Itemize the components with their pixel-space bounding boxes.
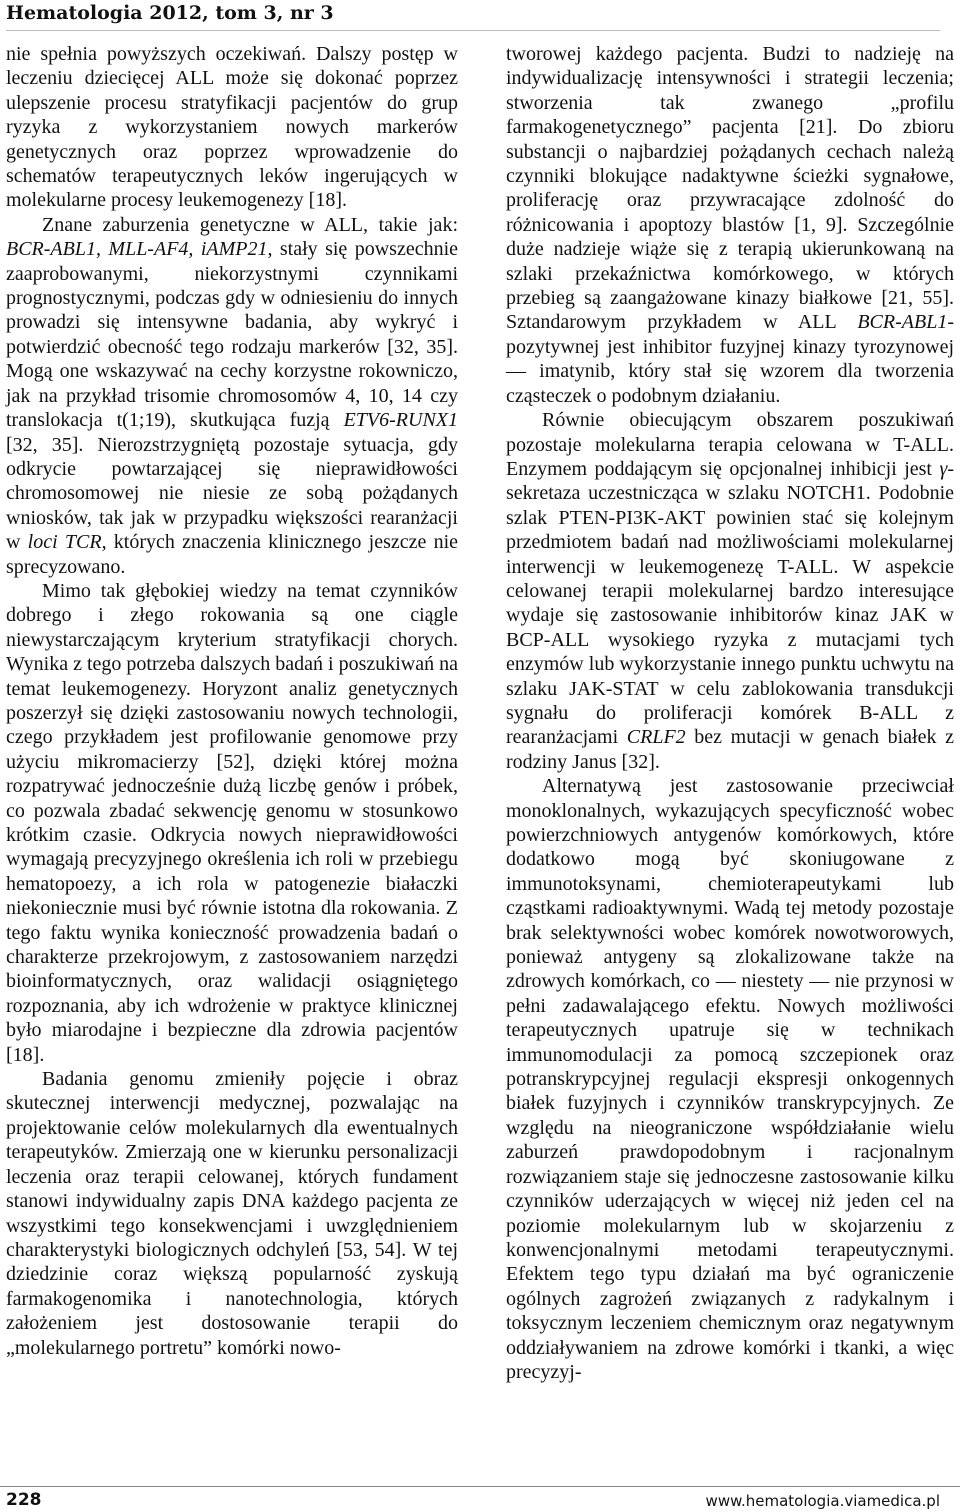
paragraph: Równie obiecującym obszarem poszukiwań pozostaje molekularna terapia celowana w T-ALL. Enzymem poddającym się opcjonalnej inhibicji jest γ-sekretaza uczestnicząca w szlaku NOTCH1. Podobnie szlak PTEN-PI3K-AKT powinien stać się kolejnym przedmiotem badań nad możliwościami molekularnej interwencji w leukemogenezę T-ALL. W aspekcie celowanej terapii molekularnej bardzo interesujące wydaje się zastosowanie inhibitorów kinaz JAK w BCP-ALL wysokiego ryzyka z mutacjami tych enzymów lub wykorzystanie innego punktu uchwytu na szlaku JAK-STAT w celu zablokowania transdukcji sygnału do proliferacji komórek B-ALL z rearanżacjami CRLF2 bez mutacji w genach białek z rodziny Janus [32]. xyxy=(506,409,954,773)
gene-names: BCR-ABL1, MLL-AF4, iAMP21 xyxy=(6,238,268,261)
paragraph: tworowej każdego pacjenta. Budzi to nadzieję na indywidualizację intensywności i strategii leczenia; stworzenia tak zwanego „profilu farmakogenetycznego” pacjenta [21]. Do zbioru substancji o najbardziej pożądanych cechach należą czynniki blokujące nadaktywne ścieżki sygnałowe, proliferację oraz przywracające zdolność do różnicowania i apoptozy blastów [1, 9]. Szczególnie duże nadzieje wiąże się z terapią ukierunkowaną na szlaki przekaźnictwa komórkowego, w których przebieg są zaangażowane kinazy białkowe [21, 55]. Sztandarowym przykładem w ALL BCR-ABL1-pozytywnej jest inhibitor fuzyjnej kinazy tyrozynowej — imatynib, który stał się wzorem dla tworzenia cząsteczek o podobnym działaniu. xyxy=(506,43,954,407)
paragraph: Mimo tak głębokiej wiedzy na temat czynników dobrego i złego rokowania są one ciągle niewystarczającym kryterium stratyfikacji chorych. Wynika z tego potrzeba dalszych badań i poszukiwań na temat leukemogenezy. Horyzont analiz genetycznych poszerzył się dzięki zastosowaniu nowych technologii, czego przykładem jest profilowanie genomowe przy użyciu mikromacierzy [52], dzięki której można rozpatrywać jednocześnie dużą liczbę genów i próbek, co pozwala zbadać sekwencję genomu w stosunkowo krótkim czasie. Odkrycia nowych nieprawidłowości wymagają precyzyjnego określenia ich roli w przebiegu hematopoezy, a ich rola w patogenezie białaczki niekoniecznie musi być równie istotna dla rokowania. Z tego faktu wynika konieczność prowadzenia badań o charakterze przekrojowym, z zastosowaniem narzędzi bioinformatycznych, oraz walidacji osiągniętego rozpoznania, aby ich wdrożenie w praktyce klinicznej było miarodajne i bezpieczne dla zdrowia pacjentów [18]. xyxy=(6,579,458,1066)
paragraph: Alternatywą jest zastosowanie przeciwciał monoklonalnych, wykazujących specyficzność wobec powierzchniowych antygenów komórkowych, które dodatkowo mogą być skoniugowane z immunotoksynami, chemioterapeutykami lub cząstkami radioaktywnymi. Wadą tej metody pozostaje brak selektywności wobec komórek nowotworowych, ponieważ antygeny są zlokalizowane także na zdrowych komórkach, co — niestety — nie przynosi w pełni zadawalającego efektu. Nowych możliwości terapeutycznych upatruje się w technikach immunomodulacji za pomocą szczepionek oraz potranskrypcyjnej regulacji ekspresji onkogennych białek fuzyjnych i czynników transkrypcyjnych. Ze względu na nieograniczone współdziałanie wielu zaburzeń prawdopodobnym i racjonalnym rozwiązaniem staje się jednoczesne zastosowanie kilku czynników uderzających w więcej niż jeden cel na poziomie molekularnym lub w skojarzeniu z konwencjonalnymi metodami terapeutycznymi. Efektem tego typu działań ma być ograniczenie ogólnych zagrożeń związanych z radykalnym i toksycznym leczeniem chemicznym oraz negatywnym oddziaływaniem na zdrowe komórki i tkanki, a więc precyzyj- xyxy=(506,775,954,1383)
greek-gamma: γ xyxy=(939,457,948,480)
paragraph: Badania genomu zmieniły pojęcie i obraz skutecznej interwencji medycznej, pozwalając na projektowanie celów molekularnych dla ewentualnych terapeutyków. Zmierzają one w kierunku personalizacji leczenia oraz terapii celowanej, których fundament stanowi indywidualny zapis DNA każdego pacjenta ze wszystkimi tego konsekwencjami i uwzględnieniem charakterystyki biologicznych odchyleń [53, 54]. W tej dziedzinie coraz większą popularność zyskują farmakogenomika i nanotechnologia, których założeniem jest dostosowanie terapii do „molekularnego portretu” komórki nowo- xyxy=(6,1068,458,1359)
paragraph: Znane zaburzenia genetyczne w ALL, takie jak: BCR-ABL1, MLL-AF4, iAMP21, stały się powszechnie zaaprobowanymi, niekorzystnymi czynnikami prognostycznymi, podczas gdy w odniesieniu do innych prowadzi się intensywne badania, aby wykryć i potwierdzić obecność tego rodzaju markerów [32, 35]. Mogą one wskazywać na cechy korzystne rokowniczo, jak na przykład trisomie chromosomów 4, 10, 14 czy translokacja t(1;19), skutkująca fuzją ETV6-RUNX1 [32, 35]. Nierozstrzygniętą pozostaje sytuacja, gdy odkrycie powtarzającej się nieprawidłowości chromosomowej nie niesie ze sobą pożądanych wniosków, tak jak w przypadku większości rearanżacji w loci TCR, których znaczenia klinicznego jeszcze nie sprecyzowano. xyxy=(6,213,459,578)
gene-fusion: BCR-ABL1 xyxy=(857,311,948,334)
page-number: 228 xyxy=(6,1490,42,1510)
left-column xyxy=(6,42,458,1360)
paragraph: nie spełnia powyższych oczekiwań. Dalszy postęp w leczeniu dziecięcej ALL może się dokonać poprzez ulepszenie procesu stratyfikacji pacjentów do grup ryzyka z wykorzystaniem nowych markerów genetycznych oraz poprzez wprowadzenie do schematów terapeutycznych leków ingerujących w molekularne procesy leukemogenezy [18]. xyxy=(6,43,458,212)
website-link[interactable]: www.hematologia.viamedica.pl xyxy=(705,1492,940,1510)
gene-fusion: ETV6-RUNX1 xyxy=(343,409,458,432)
journal-header: Hematologia 2012, tom 3, nr 3 xyxy=(6,2,940,31)
gene-name: CRLF2 xyxy=(626,726,686,749)
footer-divider xyxy=(0,1486,960,1487)
loci-term: loci TCR xyxy=(27,531,102,554)
right-column xyxy=(506,42,954,1384)
